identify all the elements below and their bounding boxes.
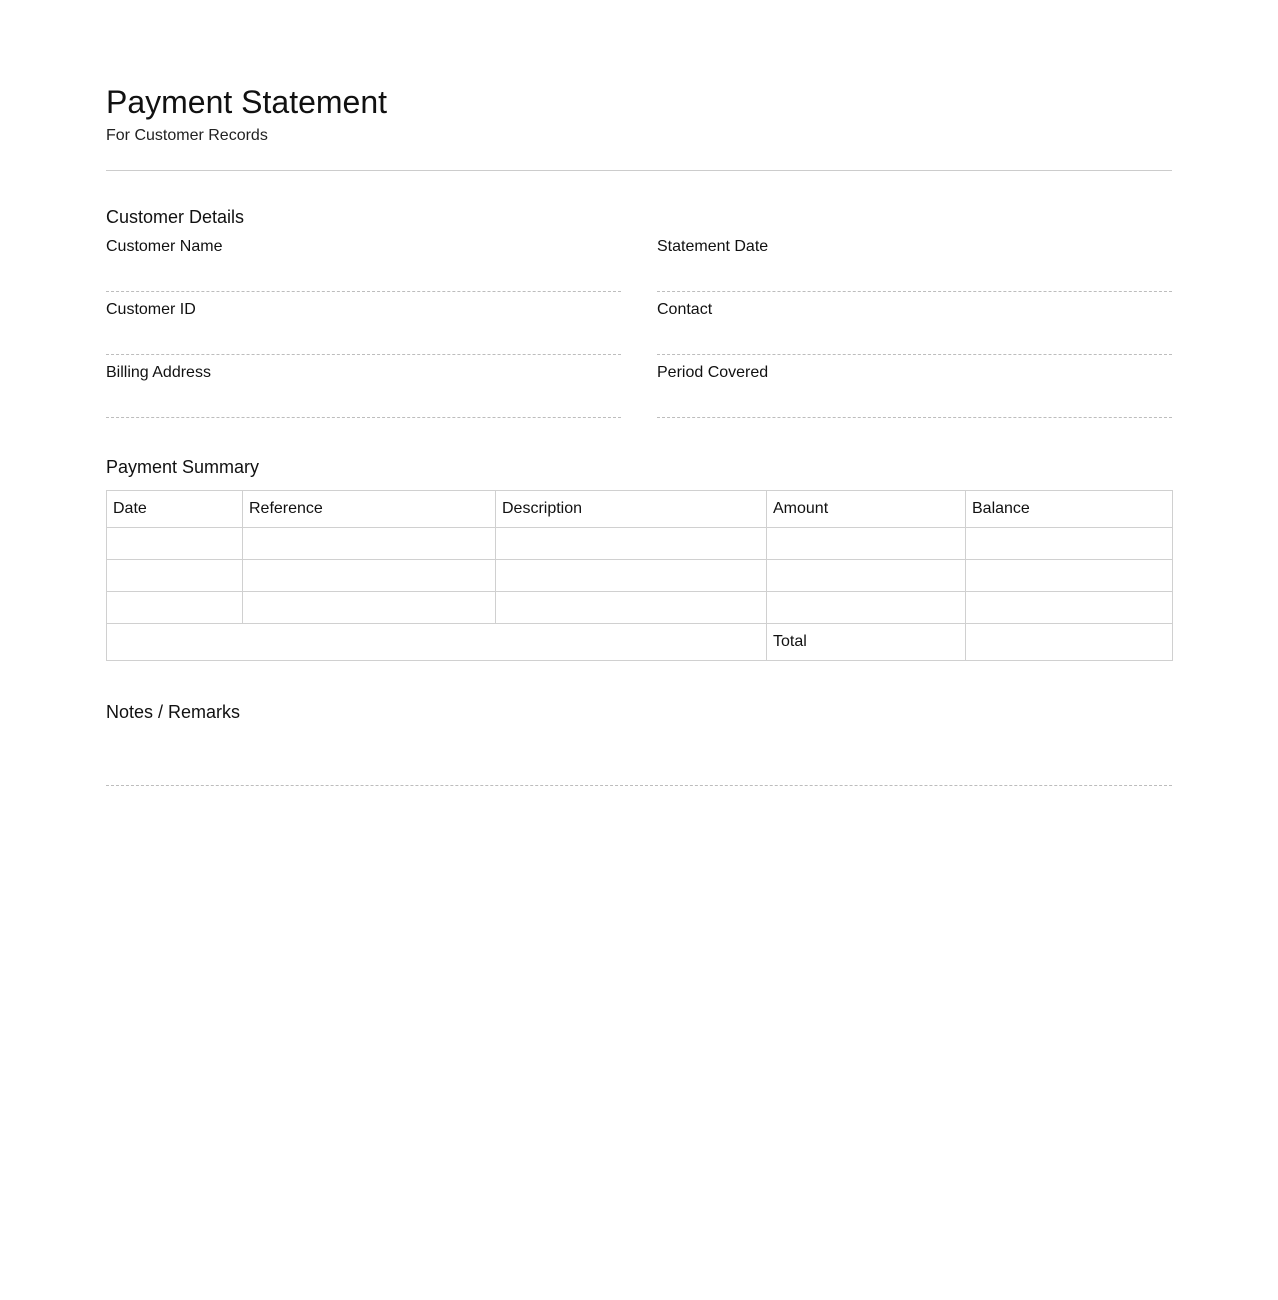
payment-summary-table: [106, 490, 1173, 661]
statement-date-label: Statement Date: [657, 238, 769, 255]
table-cell[interactable]: [767, 592, 966, 624]
table-header-row: [107, 491, 1173, 528]
table-cell[interactable]: [243, 592, 496, 624]
notes-section: [106, 701, 1172, 786]
statement-date-field[interactable]: [657, 237, 1172, 292]
payment-summary-section: [106, 456, 1172, 661]
total-value-cell[interactable]: [966, 624, 1173, 661]
table-row: [107, 560, 1173, 592]
table-cell[interactable]: [243, 528, 496, 560]
customer-name-label: Customer Name: [106, 238, 223, 255]
table-cell[interactable]: [243, 560, 496, 592]
table-cell[interactable]: [767, 528, 966, 560]
customer-details-section: [106, 206, 1172, 426]
table-cell[interactable]: [496, 528, 767, 560]
table-cell[interactable]: [107, 592, 243, 624]
period-covered-label: Period Covered: [657, 364, 769, 381]
column-header-reference: Reference: [243, 491, 496, 528]
customer-id-label: Customer ID: [106, 301, 196, 318]
table-cell[interactable]: [107, 528, 243, 560]
period-covered-field[interactable]: [657, 363, 1172, 418]
column-header-date: Date: [107, 491, 243, 528]
customer-details-grid: [106, 237, 1172, 426]
table-cell[interactable]: [767, 560, 966, 592]
document-subtitle: For Customer Records: [106, 127, 268, 144]
billing-address-label: Billing Address: [106, 364, 211, 381]
column-header-balance: Balance: [966, 491, 1173, 528]
table-cell[interactable]: [966, 528, 1173, 560]
billing-address-field[interactable]: [106, 363, 621, 418]
notes-field[interactable]: [106, 733, 1172, 786]
customer-name-field[interactable]: [106, 237, 621, 292]
total-spacer-cell: [107, 624, 767, 661]
table-cell[interactable]: [496, 592, 767, 624]
customer-details-heading: Customer Details: [106, 207, 245, 227]
table-total-row: [107, 624, 1173, 661]
table-cell[interactable]: [496, 560, 767, 592]
contact-label: Contact: [657, 301, 713, 318]
table-cell[interactable]: [107, 560, 243, 592]
total-label: Total: [767, 624, 966, 661]
table-row: [107, 528, 1173, 560]
table-cell[interactable]: [966, 560, 1173, 592]
document-title: Payment Statement: [106, 84, 388, 120]
table-row: [107, 592, 1173, 624]
contact-field[interactable]: [657, 300, 1172, 355]
payment-statement-document: [106, 0, 1172, 786]
customer-id-field[interactable]: [106, 300, 621, 355]
header-divider: [106, 170, 1172, 171]
payment-summary-heading: Payment Summary: [106, 457, 260, 477]
table-cell[interactable]: [966, 592, 1173, 624]
notes-heading: Notes / Remarks: [106, 702, 241, 722]
column-header-description: Description: [496, 491, 767, 528]
column-header-amount: Amount: [767, 491, 966, 528]
